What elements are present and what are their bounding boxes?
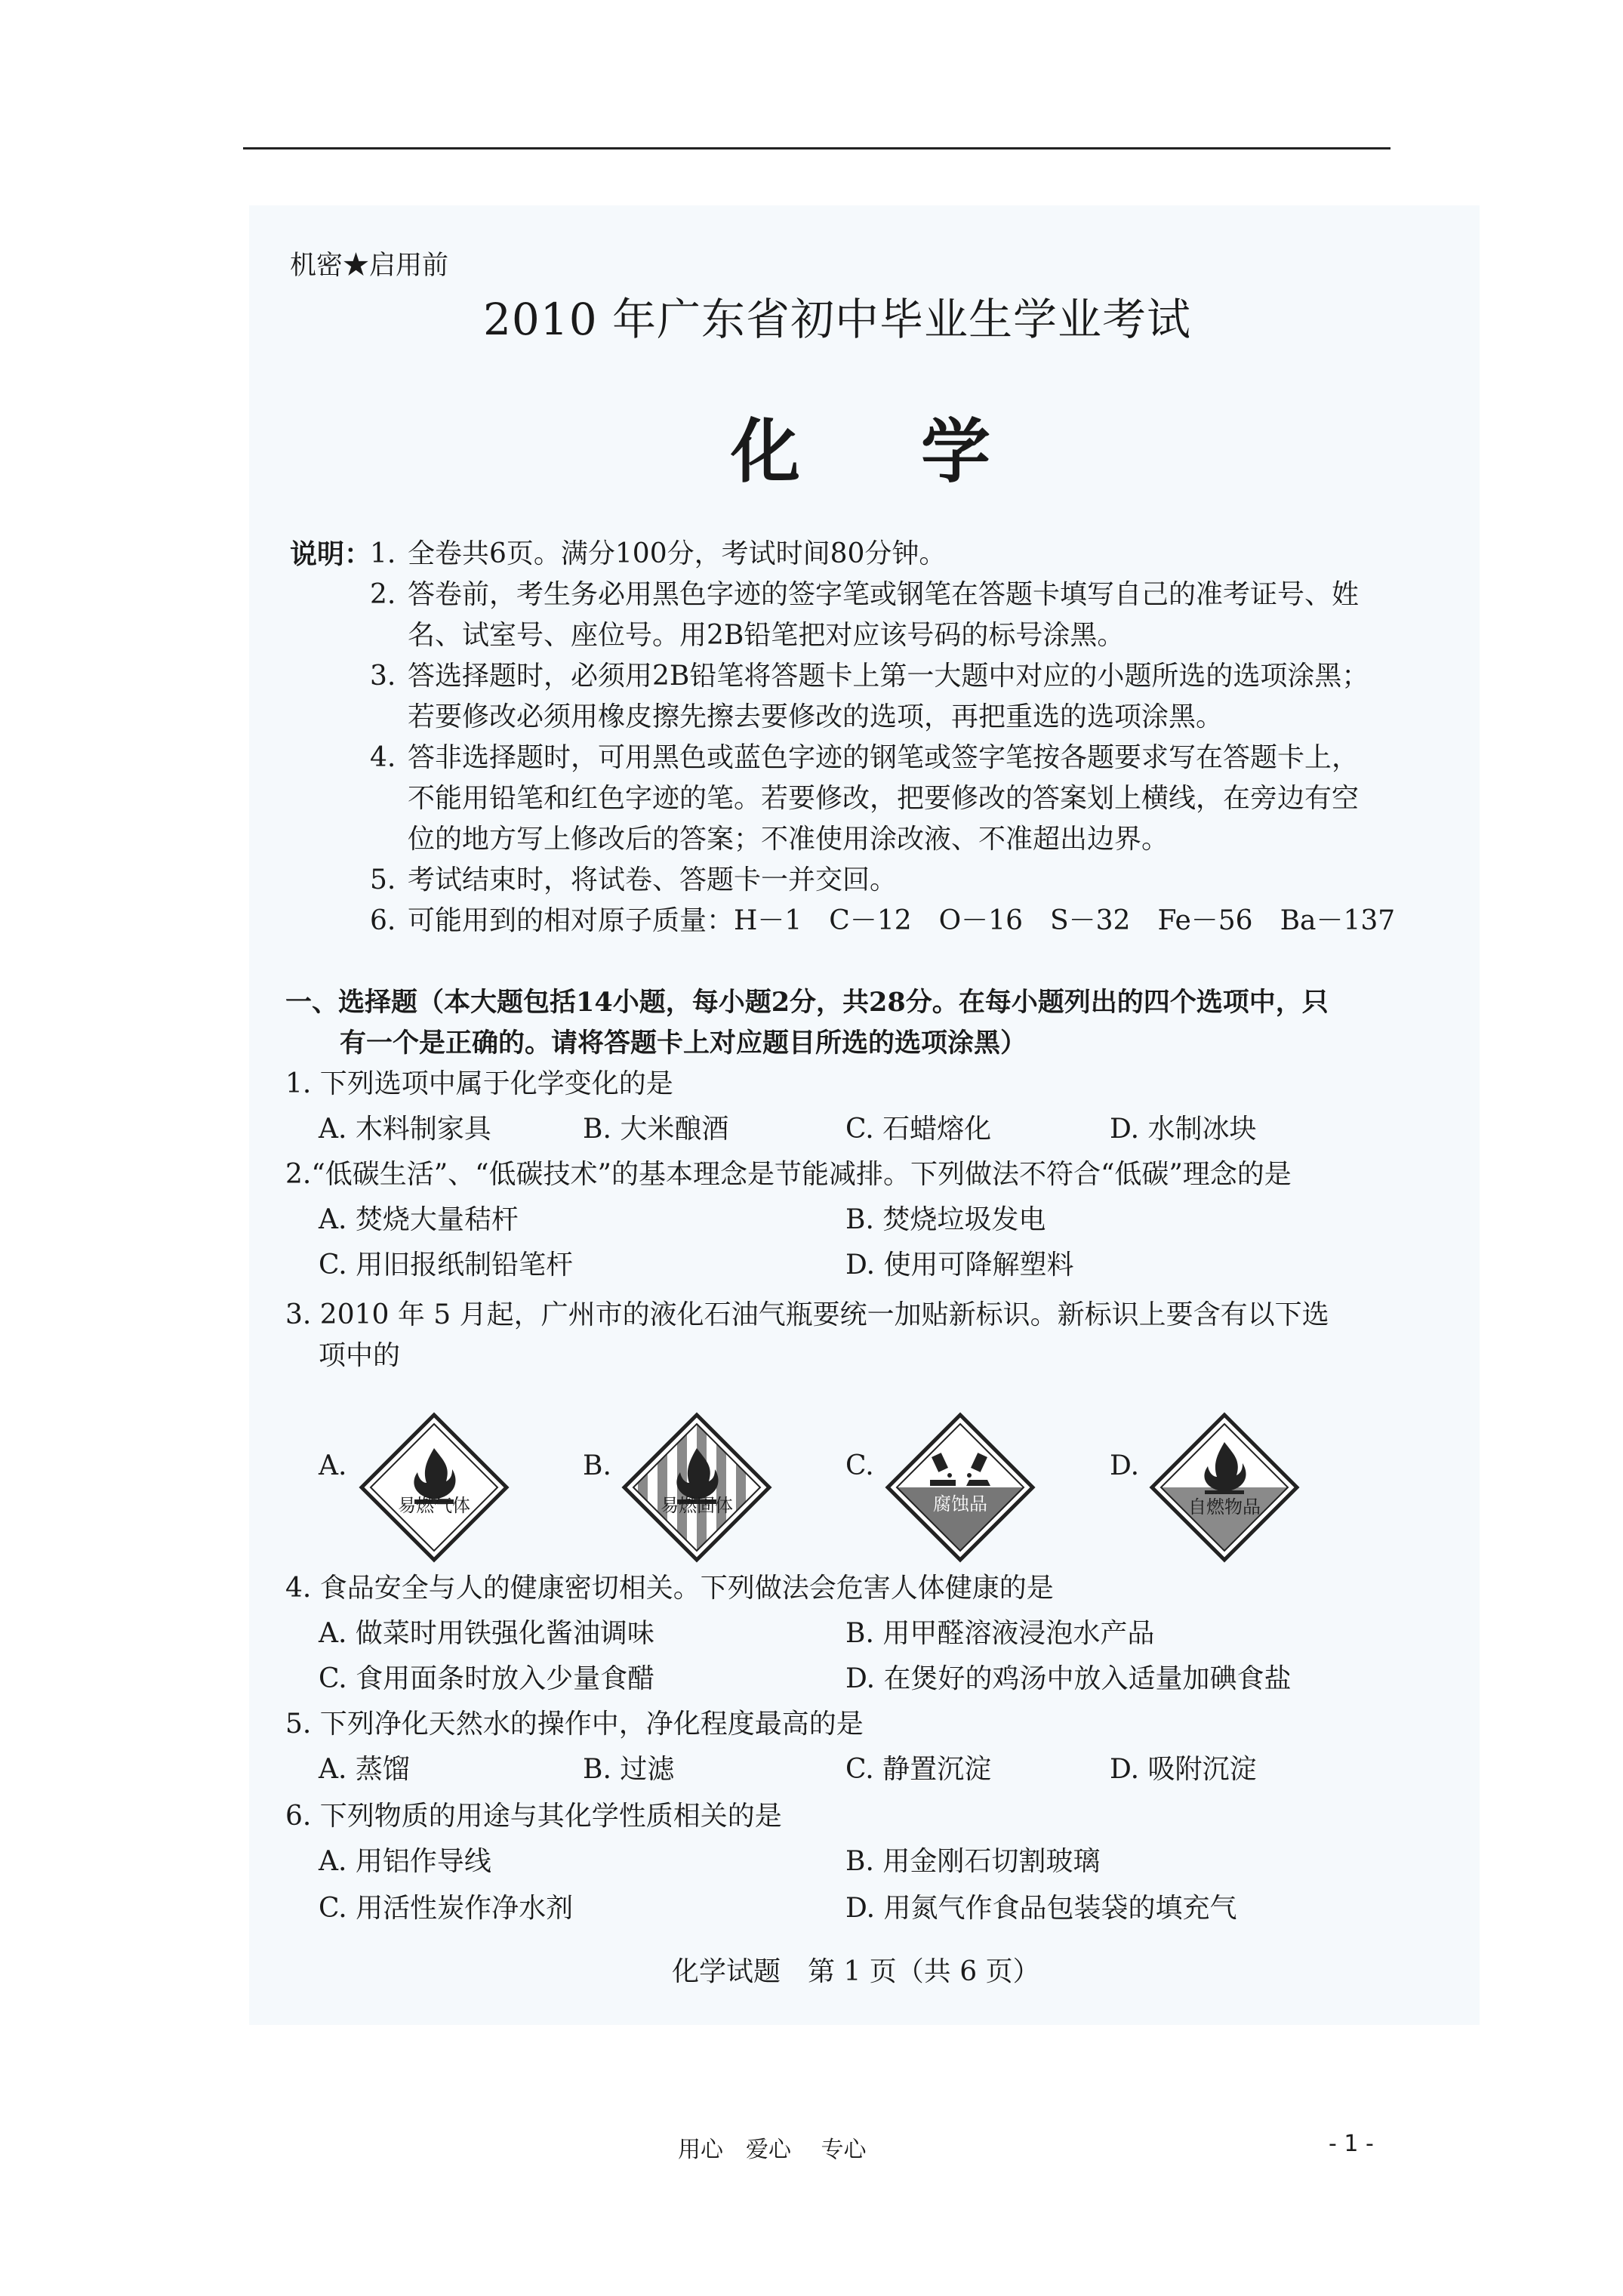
flammable-gas-sign <box>359 1412 510 1563</box>
option-c: C. 静置沉淀 <box>845 1754 992 1785</box>
top-rule <box>243 147 1390 149</box>
instructions-label: 说明： <box>290 538 372 570</box>
option-a: A. 做菜时用铁强化酱油调味 <box>319 1618 654 1649</box>
option-a: A. 木料制家具 <box>319 1114 491 1145</box>
instruction-number: 6. <box>370 905 396 936</box>
instruction-line: 全卷共6页。满分100分，考试时间80分钟。 <box>408 538 947 569</box>
instruction-line: 若要修改必须用橡皮擦先擦去要修改的选项，再把重选的选项涂黑。 <box>408 701 1224 732</box>
spontaneously-combustible-sign <box>1149 1412 1300 1563</box>
question-stem: 3. 2010 年 5 月起，广州市的液化石油气瓶要统一加贴新标识。新标识上要含有以下选 <box>285 1299 1329 1330</box>
instruction-line: 考试结束时，将试卷、答题卡一并交回。 <box>408 864 898 895</box>
instruction-number: 3. <box>370 661 396 692</box>
option-b: B. 焚烧垃圾发电 <box>845 1204 1046 1235</box>
question-stem: 5. 下列净化天然水的操作中，净化程度最高的是 <box>285 1709 864 1740</box>
option-c: C. 食用面条时放入少量食醋 <box>319 1663 655 1694</box>
instruction-line: 不能用铅笔和红色字迹的笔。若要修改，把要修改的答案划上横线，在旁边有空 <box>408 783 1360 814</box>
confidential-label: 机密★启用前 <box>290 251 449 281</box>
sign-label: 易燃气体 <box>398 1495 470 1516</box>
question-stem: 1. 下列选项中属于化学变化的是 <box>285 1068 673 1099</box>
instruction-line: 位的地方写上修改后的答案；不准使用涂改液、不准超出边界。 <box>408 824 1169 855</box>
page-footer: 化学试题 第 1 页（共 6 页） <box>672 1956 1040 1987</box>
option-d: D. 在煲好的鸡汤中放入适量加碘食盐 <box>845 1663 1292 1694</box>
subject-title: 化学 <box>731 411 1112 492</box>
option-b: B. <box>583 1450 611 1481</box>
option-c: C. 用活性炭作净水剂 <box>319 1893 574 1924</box>
instruction-line: 答卷前，考生务必用黑色字迹的签字笔或钢笔在答题卡填写自己的准考证号、姓 <box>408 579 1360 610</box>
sign-label: 腐蚀品 <box>933 1493 987 1515</box>
instruction-number: 1. <box>370 538 396 569</box>
corrosive-sign <box>885 1412 1036 1563</box>
option-a: A. 蒸馏 <box>319 1754 410 1785</box>
option-d: D. 水制冰块 <box>1110 1114 1257 1145</box>
option-a: A. <box>319 1450 347 1481</box>
question-stem: 2.“低碳生活”、“低碳技术”的基本理念是节能减排。下列做法不符合“低碳”理念的是 <box>285 1159 1292 1190</box>
motto: 用心 爱心 专心 <box>678 2137 867 2163</box>
instruction-number: 4. <box>370 742 396 773</box>
option-b: B. 用甲醛溶液浸泡水产品 <box>845 1618 1155 1649</box>
question-stem: 6. 下列物质的用途与其化学性质相关的是 <box>285 1801 782 1832</box>
option-b: B. 用金刚石切割玻璃 <box>845 1846 1101 1877</box>
instruction-number: 5. <box>370 864 396 895</box>
option-a: A. 用铝作导线 <box>319 1846 491 1877</box>
page-number: - 1 - <box>1329 2131 1374 2157</box>
option-c: C. <box>845 1450 874 1481</box>
exam-title: 2010 年广东省初中毕业生学业考试 <box>483 294 1192 345</box>
instruction-line: 答选择题时，必须用2B铅笔将答题卡上第一大题中对应的小题所选的选项涂黑； <box>408 661 1369 692</box>
option-b: B. 过滤 <box>583 1754 675 1785</box>
option-c: C. 用旧报纸制铅笔杆 <box>319 1250 574 1281</box>
question-stem: 4. 食品安全与人的健康密切相关。下列做法会危害人体健康的是 <box>285 1573 1054 1604</box>
instruction-line: 名、试室号、座位号。用2B铅笔把对应该号码的标号涂黑。 <box>408 620 1125 651</box>
option-d: D. <box>1110 1450 1140 1481</box>
flammable-solid-sign <box>621 1412 772 1563</box>
section-heading: 一、选择题（本大题包括14小题，每小题2分，共28分。在每小题列出的四个选项中，只 <box>285 987 1329 1018</box>
instruction-number: 2. <box>370 579 396 610</box>
option-c: C. 石蜡熔化 <box>845 1114 992 1145</box>
option-d: D. 吸附沉淀 <box>1110 1754 1257 1785</box>
option-b: B. 大米酿酒 <box>583 1114 729 1145</box>
option-d: D. 使用可降解塑料 <box>845 1250 1074 1281</box>
sign-label: 易燃固体 <box>661 1495 733 1516</box>
option-a: A. 焚烧大量秸杆 <box>319 1204 519 1235</box>
option-d: D. 用氮气作食品包装袋的填充气 <box>845 1893 1237 1924</box>
section-heading: 有一个是正确的。请将答题卡上对应题目所选的选项涂黑） <box>340 1028 1027 1059</box>
instruction-line: 答非选择题时，可用黑色或蓝色字迹的钢笔或签字笔按各题要求写在答题卡上， <box>408 742 1360 773</box>
sign-label: 自燃物品 <box>1188 1496 1261 1518</box>
instruction-line: 可能用到的相对原子质量：H－1 C－12 O－16 S－32 Fe－56 Ba－137 <box>408 905 1396 936</box>
question-stem: 项中的 <box>319 1340 401 1371</box>
